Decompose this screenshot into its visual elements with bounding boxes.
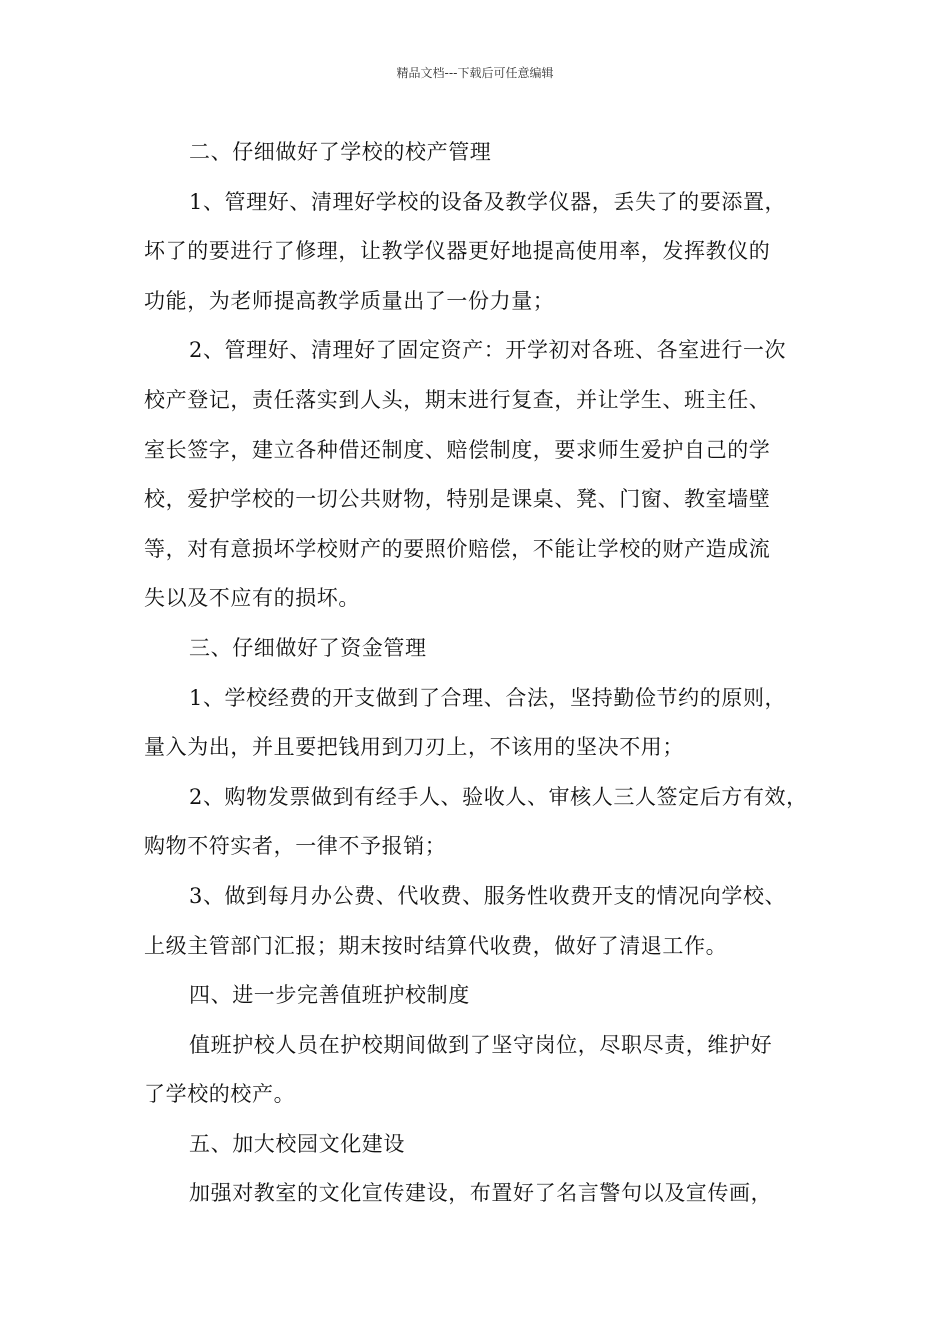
- text-line: 坏了的要进行了修理，让教学仪器更好地提高使用率，发挥教仪的: [144, 239, 771, 264]
- text-line: 五、加大校园文化建设: [189, 1131, 405, 1156]
- text-line: 校产登记，责任落实到人头，期末进行复查，并让学生、班主任、: [144, 387, 771, 412]
- text-line: 加强对教室的文化宣传建设，布置好了名言警句以及宣传画，: [189, 1181, 773, 1206]
- text-line: 二、仔细做好了学校的校产管理: [189, 140, 492, 164]
- section-heading-3: [144, 624, 816, 674]
- section-heading-5: [144, 1120, 816, 1170]
- paragraph: [144, 326, 816, 624]
- text-line: 失以及不应有的损坏。: [144, 586, 360, 611]
- text-line: 三、仔细做好了资金管理: [189, 635, 427, 660]
- text-line: 购物不符实者，一律不予报销；: [144, 834, 447, 859]
- section-heading-2: [144, 128, 816, 178]
- document-body: [144, 128, 816, 1219]
- paragraph: [144, 1169, 816, 1219]
- text-line: 3、做到每月办公费、代收费、服务性收费开支的情况向学校、: [189, 883, 787, 908]
- paragraph: [144, 178, 816, 327]
- text-line: 了学校的校产。: [144, 1082, 296, 1107]
- text-line: 上级主管部门汇报；期末按时结算代收费，做好了清退工作。: [144, 933, 728, 958]
- paragraph: [144, 674, 816, 773]
- text-line: 量入为出，并且要把钱用到刀刃上，不该用的坚决不用；: [144, 735, 684, 760]
- text-line: 2、管理好、清理好了固定资产：开学初对各班、各室进行一次: [189, 338, 787, 363]
- text-line: 等，对有意损坏学校财产的要照价赔偿，不能让学校的财产造成流: [144, 536, 771, 561]
- text-line: 室长签字，建立各种借还制度、赔偿制度，要求师生爱护自己的学: [144, 437, 771, 462]
- text-line: 功能，为老师提高教学质量出了一份力量；: [144, 288, 555, 313]
- paragraph: [144, 872, 816, 971]
- paragraph: [144, 1021, 816, 1120]
- text-line: 四、进一步完善值班护校制度: [189, 983, 470, 1008]
- text-line: 值班护校人员在护校期间做到了坚守岗位，尽职尽责，维护好: [189, 1032, 773, 1057]
- section-heading-4: [144, 971, 816, 1021]
- text-line: 1、学校经费的开支做到了合理、合法，坚持勤俭节约的原则，: [189, 685, 787, 710]
- paragraph: [144, 773, 816, 872]
- page-header: 精品文档---下载后可任意编辑: [396, 66, 554, 80]
- text-line: 校，爱护学校的一切公共财物，特别是课桌、凳、门窗、教室墙壁: [144, 487, 771, 512]
- text-line: 2、购物发票做到有经手人、验收人、审核人三人签定后方有效，: [189, 784, 808, 809]
- text-line: 1、管理好、清理好学校的设备及教学仪器，丢失了的要添置，: [189, 189, 787, 214]
